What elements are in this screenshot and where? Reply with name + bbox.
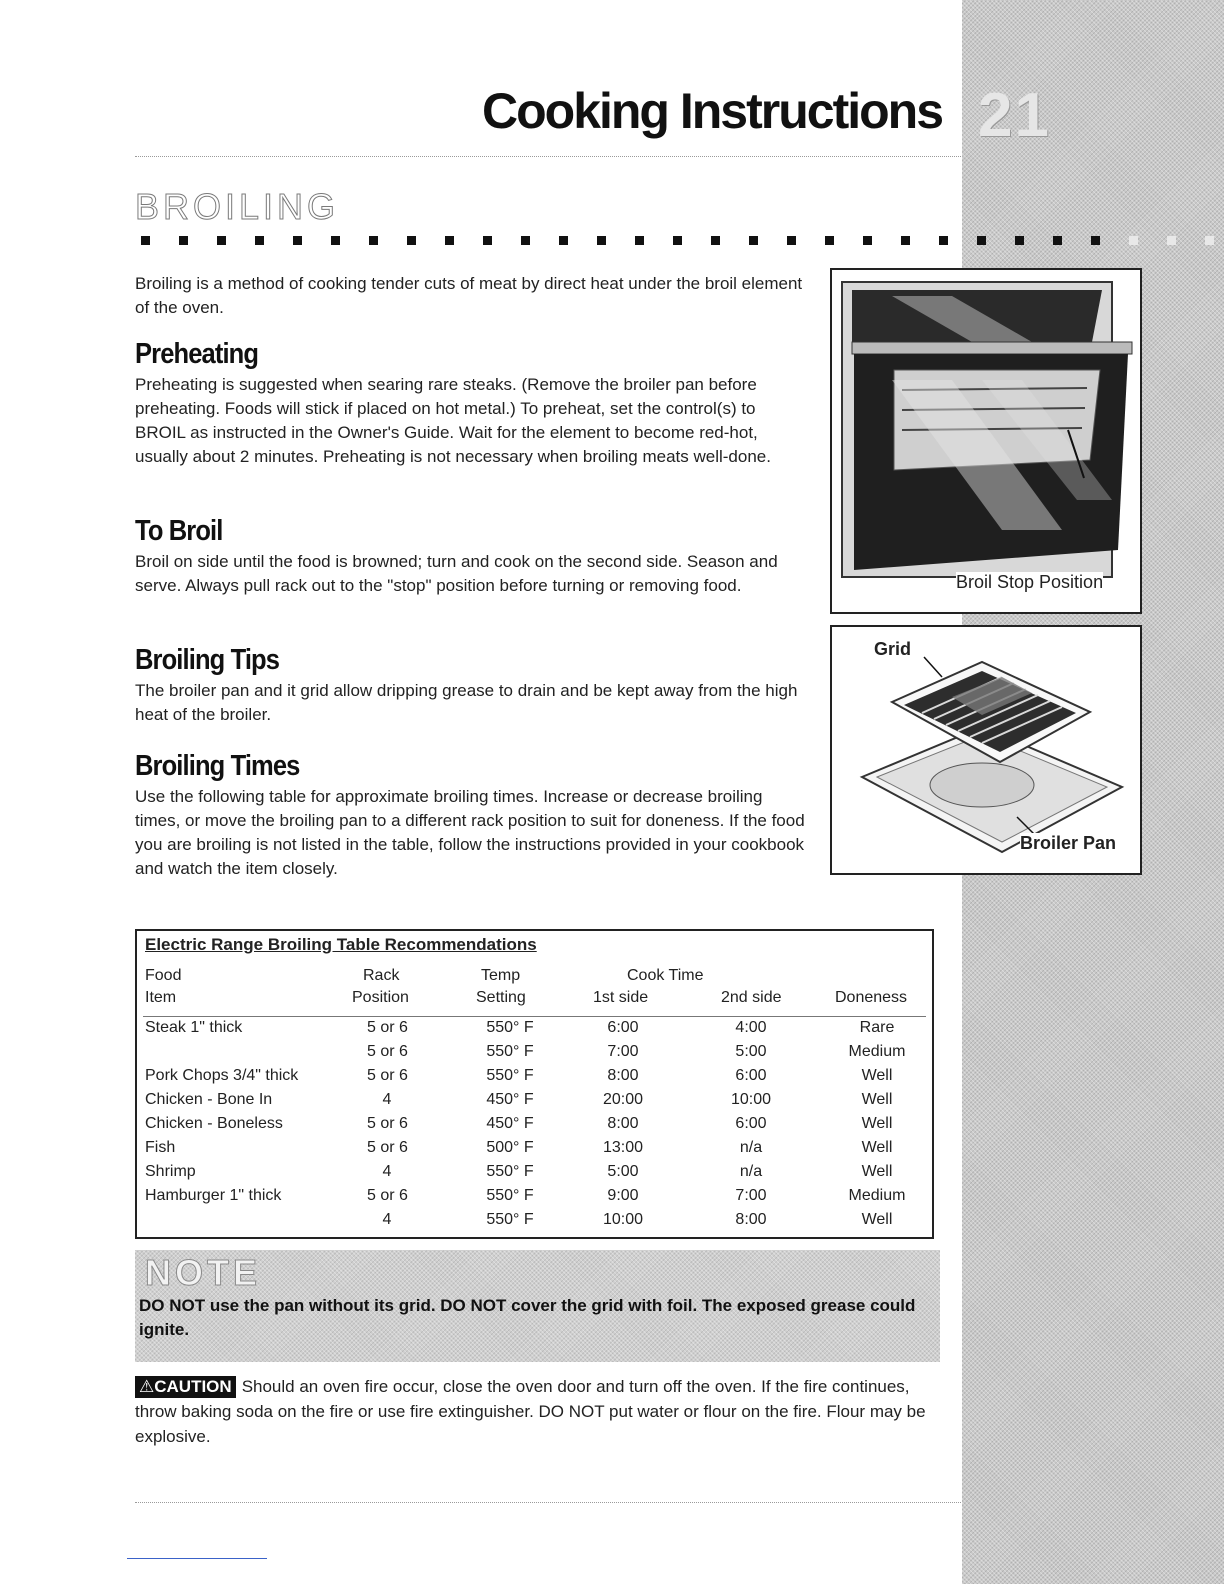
cell-doneness: Medium [848,1043,906,1060]
caution-block [135,1374,945,1449]
table-row [137,1139,932,1163]
footer-link-line [127,1558,267,1559]
broiler-pan-label: Broiler Pan [1020,833,1117,853]
broiling-times-block [135,750,805,881]
cell-food: Chicken - Boneless [145,1115,283,1132]
to-broil-heading: To Broil [135,515,223,547]
header-rack: Rack [363,967,400,984]
cell-first-side: 7:00 [607,1043,639,1060]
cell-second-side: 8:00 [735,1211,767,1228]
cell-first-side: 8:00 [607,1115,639,1132]
cell-rack: 4 [382,1211,392,1228]
broiling-times-text: Use the following table for approximate broiling times. Increase or decrease broiling times, or move the broiling pan to a different rack position to suit for doneness. If the food you are broiling is not listed in the table, follow the instructions provided in your cookbook and watch the item closely. [135,787,805,878]
cell-second-side: n/a [739,1163,763,1180]
cell-first-side: 10:00 [602,1211,644,1228]
to-broil-text: Broil on side until the food is browned; turn and cook on the second side. Season and serve. Always pull rack out to the "stop" position before turning or removing food. [135,552,778,595]
caution-text: Should an oven fire occur, close the oven door and turn off the oven. If the fire continues, throw baking soda on the fire or use fire extinguisher. DO NOT put water or flour on the fire. Flour may be explosive. [135,1377,926,1446]
cell-second-side: 10:00 [730,1091,772,1108]
note-heading: NOTE [145,1252,262,1293]
cell-doneness: Rare [859,1019,895,1036]
oven-illustration [832,270,1140,612]
cell-rack: 5 or 6 [367,1043,408,1060]
broiling-tips-heading: Broiling Tips [135,644,280,676]
table-row [137,1163,932,1187]
header-cook-time: Cook Time [627,967,704,984]
cell-second-side: 7:00 [735,1187,767,1204]
cell-second-side: n/a [739,1139,763,1156]
cell-temp: 550° F [486,1187,534,1204]
caution-label: ⚠CAUTION [135,1376,236,1398]
cell-food: Pork Chops 3/4" thick [145,1067,299,1084]
header-food: Food [145,967,182,984]
page-number: 21 [978,81,1051,150]
cell-temp: 550° F [486,1043,534,1060]
header-item: Item [145,989,177,1006]
cell-food: Hamburger 1" thick [145,1187,282,1204]
intro-text: Broiling is a method of cooking tender cuts of meat by direct heat under the broil element of the oven. [135,274,803,317]
table-row [137,1067,932,1091]
cell-second-side: 5:00 [735,1043,767,1060]
cell-doneness: Well [861,1091,893,1108]
cell-first-side: 20:00 [602,1091,644,1108]
cell-second-side: 4:00 [735,1019,767,1036]
table-row [137,1043,932,1067]
header-temp: Temp [481,967,521,984]
preheating-text: Preheating is suggested when searing rare steaks. (Remove the broiler pan before preheating. Foods will stick if placed on hot metal.) To preheat, set the control(s) to BROIL as instructed in the Owner's Guide. Wait for the element to become red-hot, usually about 2 minutes. Preheating is not necessary when broiling meats well-done. [135,375,771,466]
page-title: Cooking Instructions [482,83,942,139]
header-setting: Setting [476,989,526,1006]
cell-temp: 550° F [486,1019,534,1036]
table-row [137,1211,932,1235]
oven-caption: Broil Stop Position [956,572,1104,592]
cell-rack: 5 or 6 [367,1067,408,1084]
table-row [137,1019,932,1043]
cell-food: Fish [145,1139,176,1156]
table-title: Electric Range Broiling Table Recommendations [145,935,537,954]
cell-doneness: Well [861,1139,893,1156]
cell-first-side: 9:00 [607,1187,639,1204]
cell-temp: 550° F [486,1163,534,1180]
broiler-pan-figure [830,625,1142,875]
cell-doneness: Well [861,1115,893,1132]
cell-food: Steak 1" thick [145,1019,243,1036]
cell-rack: 4 [382,1163,392,1180]
cell-first-side: 13:00 [602,1139,644,1156]
preheating-block [135,338,805,469]
cell-doneness: Well [861,1067,893,1084]
header-first-side: 1st side [593,989,649,1006]
header-position: Position [352,989,409,1006]
cell-rack: 5 or 6 [367,1139,408,1156]
bottom-rule [135,1502,961,1503]
cell-temp: 550° F [486,1211,534,1228]
cell-food: Chicken - Bone In [145,1091,273,1108]
broiling-tips-block [135,644,805,727]
to-broil-block [135,515,805,598]
cell-temp: 450° F [486,1091,534,1108]
cell-food: Shrimp [145,1163,196,1180]
cell-doneness: Well [861,1211,893,1228]
note-text: DO NOT use the pan without its grid. DO NOT cover the grid with foil. The exposed grease could ignite. [139,1296,916,1339]
cell-first-side: 6:00 [607,1019,639,1036]
section-heading: BROILING [135,186,340,227]
broiling-table [135,929,934,1239]
table-header-divider [143,1016,926,1017]
cell-first-side: 8:00 [607,1067,639,1084]
broiling-tips-text: The broiler pan and it grid allow dripping grease to drain and be kept away from the high heat of the broiler. [135,681,798,724]
broiling-times-heading: Broiling Times [135,750,300,782]
cell-temp: 500° F [486,1139,534,1156]
section-divider-dots [141,236,1224,245]
cell-first-side: 5:00 [607,1163,639,1180]
table-row [137,1115,932,1139]
intro-block [135,272,805,320]
preheating-heading: Preheating [135,338,259,370]
cell-doneness: Well [861,1163,893,1180]
note-box [135,1250,940,1362]
oven-figure [830,268,1142,614]
header-second-side: 2nd side [721,989,782,1006]
cell-doneness: Medium [848,1187,906,1204]
cell-second-side: 6:00 [735,1115,767,1132]
grid-label: Grid [874,639,912,659]
top-rule [135,156,961,157]
cell-rack: 5 or 6 [367,1115,408,1132]
table-row [137,1091,932,1115]
cell-temp: 450° F [486,1115,534,1132]
header-doneness: Doneness [835,989,908,1006]
cell-rack: 5 or 6 [367,1019,408,1036]
table-row [137,1187,932,1211]
cell-second-side: 6:00 [735,1067,767,1084]
cell-rack: 4 [382,1091,392,1108]
cell-rack: 5 or 6 [367,1187,408,1204]
cell-temp: 550° F [486,1067,534,1084]
